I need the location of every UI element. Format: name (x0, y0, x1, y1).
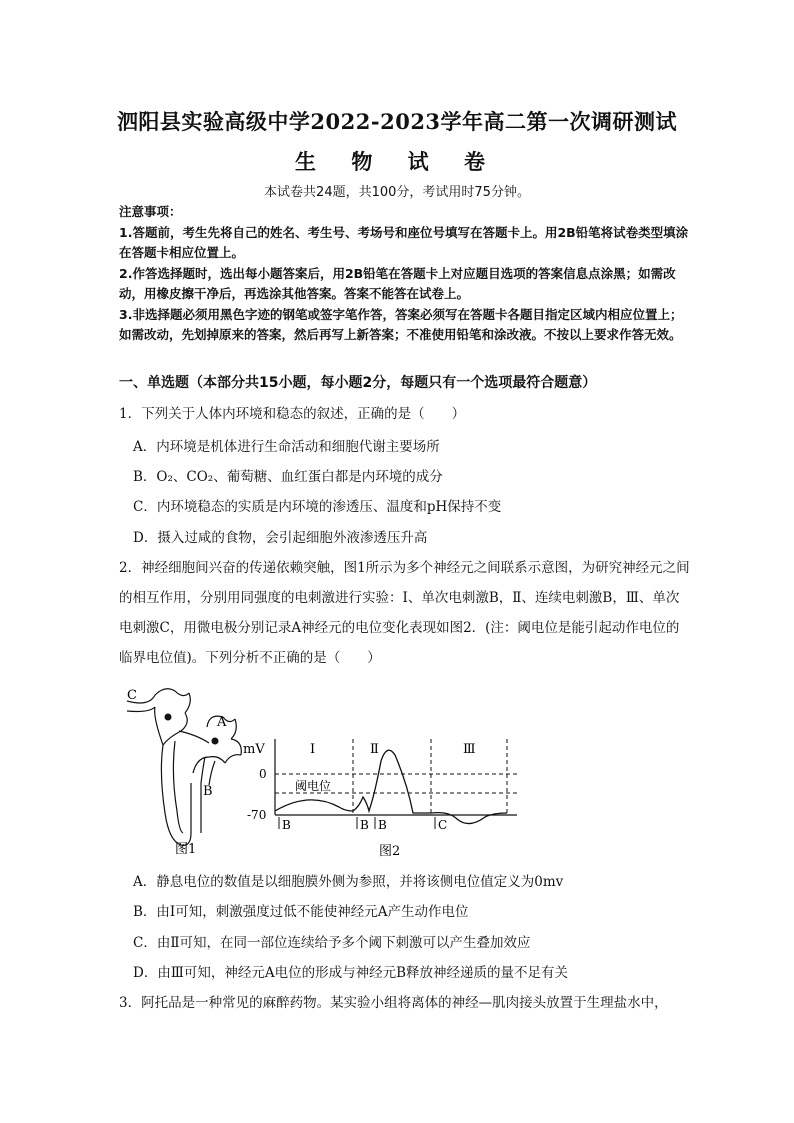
y-tick-minus70: -70 (247, 808, 267, 822)
question-2-stem: 2．神经细胞间兴奋的传递依赖突触，图1所示为多个神经元之间联系示意图，为研究神经元之间的相互作用，分别用同强度的电刺激进行实验：Ⅰ、单次电刺激B，Ⅱ、连续电刺激B，Ⅲ、单次电刺激C，用微电极分别记录A神经元的电位变化表现如图2．(注：阈电位是能引起动作电位的临界电位值)。下列分析不正确的是（ ） (119, 560, 690, 666)
figure-2-label: 图2 (379, 844, 401, 859)
figure-1-label: 图1 (175, 842, 197, 857)
question-1-option-b: B．O₂、CO₂、葡萄糖、血红蛋白都是内环境的成分 (133, 469, 443, 485)
phase-label-2: Ⅱ (370, 742, 379, 757)
question-2-option-c: C．由Ⅱ可知，在同一部位连续给予多个阈下刺激可以产生叠加效应 (133, 935, 531, 951)
y-tick-0: 0 (259, 767, 267, 781)
question-2-figure (119, 683, 529, 865)
question-1-option-a: A．内环境是机体进行生命活动和细胞代谢主要场所 (133, 439, 440, 455)
neuron-a-label: A (217, 715, 227, 730)
y-unit-label: mV (243, 742, 265, 757)
section-heading: 一、单选题（本部分共15小题，每小题2分，每题只有一个选项最符合题意） (119, 375, 597, 391)
notes-item: 2.作答选择题时，选出每小题答案后，用2B铅笔在答题卡上对应题目选项的答案信息点涂黑；如需改动，用橡皮擦干净后，再选涂其他答案。答案不能答在试卷上。 (119, 265, 676, 301)
notes-item: 1.答题前，考生先将自己的姓名、考生号、考场号和座位号填写在答题卡上。用2B铅笔将试卷类型填涂在答题卡相应位置上。 (119, 224, 689, 260)
exam-title: 泗阳县实验高级中学2022-2023学年高二第一次调研测试 (116, 109, 678, 134)
neuron-c-nucleus (165, 714, 172, 721)
notes-item: 3.非选择题必须用黑色字迹的钢笔或签字笔作答，答案必须写在答题卡各题目指定区域内相应位置上；如需改动，先划掉原来的答案，然后再写上新答案；不准使用铅笔和涂改液。不按以上要求作答无效。 (119, 306, 683, 342)
notes-heading: 注意事项： (119, 204, 182, 219)
question-1-option-d: D．摄入过咸的食物，会引起细胞外液渗透压升高 (133, 530, 428, 546)
question-2-option-b: B．由Ⅰ可知，刺激强度过低不能使神经元A产生动作电位 (133, 904, 469, 920)
phase-label-1: Ⅰ (310, 742, 316, 757)
exam-info: 本试卷共24题，共100分，考试用时75分钟。 (264, 185, 530, 200)
figure-1-neurons (127, 689, 241, 846)
question-3-stem: 3．阿托品是一种常见的麻醉药物。某实验小组将离体的神经—肌肉接头放置于生理盐水中， (119, 995, 668, 1011)
neuron-c-label: C (127, 688, 137, 703)
stimulus-label-c: C (438, 818, 448, 832)
question-1-stem: 1．下列关于人体内环境和稳态的叙述，正确的是（ ） (119, 406, 466, 422)
stimulus-label-b1: B (282, 818, 291, 832)
neuron-figure-svg (119, 683, 529, 861)
question-2-option-d: D．由Ⅲ可知，神经元A电位的形成与神经元B释放神经递质的量不足有关 (133, 965, 569, 981)
figure-2-graph (243, 739, 517, 859)
question-2-option-a: A．静息电位的数值是以细胞膜外侧为参照，并将该侧电位值定义为0mv (133, 874, 564, 890)
threshold-label: 阈电位 (295, 779, 332, 793)
question-1-option-c: C．内环境稳态的实质是内环境的渗透压、温度和pH保持不变 (133, 499, 502, 515)
exam-subtitle: 生 物 试 卷 (295, 149, 499, 174)
neuron-b-label: B (203, 784, 213, 799)
stimulus-label-b3: B (378, 818, 387, 832)
stimulus-label-b2: B (360, 818, 369, 832)
neuron-a-nucleus (212, 738, 219, 745)
phase-label-3: Ⅲ (463, 742, 476, 757)
notes-block (119, 202, 689, 346)
